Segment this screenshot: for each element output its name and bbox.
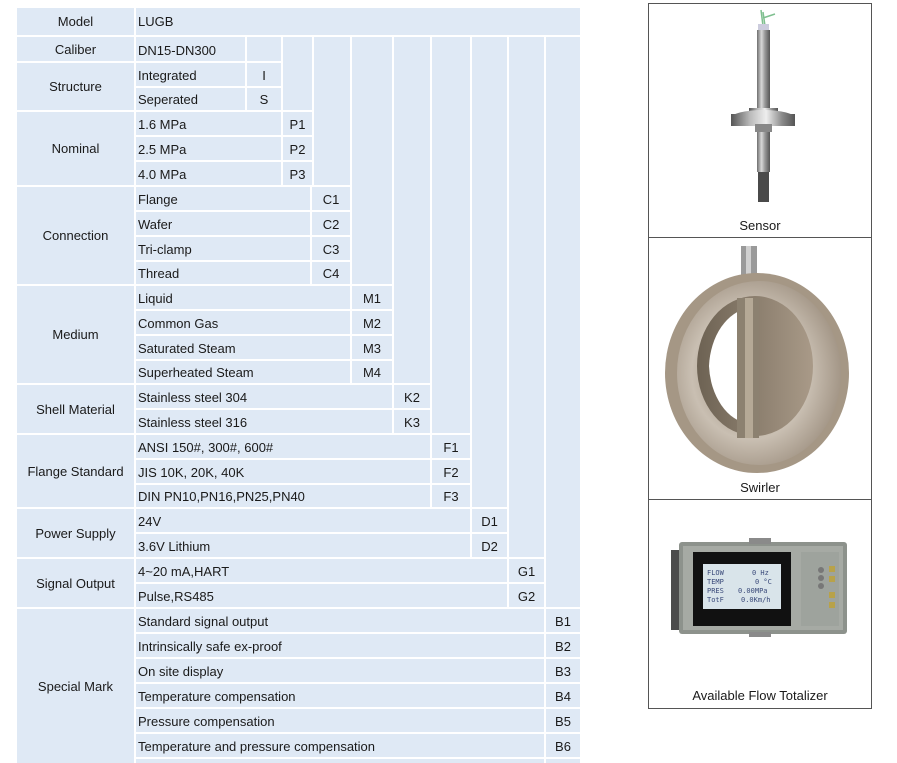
structure-code-1: S <box>247 88 281 110</box>
structure-desc-1: Seperated <box>136 88 245 110</box>
row-label-caliber: Caliber <box>17 37 134 61</box>
medium-code-0: M1 <box>352 286 392 309</box>
swirler-image-box <box>649 238 871 500</box>
row-label-connection: Connection <box>17 187 134 284</box>
b-column-blank <box>546 37 580 607</box>
medium-desc-3: Superheated Steam <box>136 361 350 383</box>
caliber-value: DN15-DN300 <box>136 37 245 61</box>
row-label-nominal: Nominal <box>17 112 134 185</box>
connection-desc-1: Wafer <box>136 212 310 235</box>
g-column-blank <box>509 37 544 557</box>
connection-code-0: C1 <box>312 187 350 210</box>
medium-desc-0: Liquid <box>136 286 350 309</box>
m-column-blank <box>352 37 392 284</box>
special-desc-3: Temperature compensation <box>136 684 544 707</box>
special-code-2: B3 <box>546 659 580 682</box>
caliber-code-blank <box>247 37 281 61</box>
row-label-flange-standard: Flange Standard <box>17 435 134 507</box>
row-label-special-mark: Special Mark <box>17 609 134 763</box>
signal-desc-1: Pulse,RS485 <box>136 584 507 607</box>
nominal-desc-0: 1.6 MPa <box>136 112 281 135</box>
flange-desc-2: DIN PN10,PN16,PN25,PN40 <box>136 485 430 507</box>
connection-code-1: C2 <box>312 212 350 235</box>
p-column-blank <box>283 37 312 110</box>
nominal-desc-2: 4.0 MPa <box>136 162 281 185</box>
svg-text:0.0Km/h: 0.0Km/h <box>741 596 771 604</box>
shell-desc-1: Stainless steel 316 <box>136 410 392 433</box>
connection-desc-3: Thread <box>136 262 310 284</box>
row-label-structure: Structure <box>17 63 134 110</box>
totalizer-caption: Available Flow Totalizer <box>692 688 828 703</box>
d-column-blank <box>472 37 507 507</box>
medium-code-3: M4 <box>352 361 392 383</box>
svg-text:0.00MPa: 0.00MPa <box>738 587 768 595</box>
special-desc-0: Standard signal output <box>136 609 544 632</box>
shell-code-0: K2 <box>394 385 430 408</box>
connection-desc-0: Flange <box>136 187 310 210</box>
connection-code-2: C3 <box>312 237 350 260</box>
structure-desc-0: Integrated <box>136 63 245 86</box>
power-code-0: D1 <box>472 509 507 532</box>
nominal-code-2: P3 <box>283 162 312 185</box>
special-code-1: B2 <box>546 634 580 657</box>
swirler-caption: Swirler <box>740 480 780 495</box>
power-code-1: D2 <box>472 534 507 557</box>
medium-desc-2: Saturated Steam <box>136 336 350 359</box>
power-desc-1: 3.6V Lithium <box>136 534 470 557</box>
special-desc-5: Temperature and pressure compensation <box>136 734 544 757</box>
flange-desc-1: JIS 10K, 20K, 40K <box>136 460 430 483</box>
svg-text:TEMP: TEMP <box>707 578 724 586</box>
signal-code-1: G2 <box>509 584 544 607</box>
row-label-shell-material: Shell Material <box>17 385 134 433</box>
product-images-panel <box>648 3 872 709</box>
row-label-medium: Medium <box>17 286 134 383</box>
flange-code-2: F3 <box>432 485 470 507</box>
sensor-image <box>649 4 871 214</box>
svg-text:PRES: PRES <box>707 587 724 595</box>
special-desc-1: Intrinsically safe ex-proof <box>136 634 544 657</box>
medium-code-1: M2 <box>352 311 392 334</box>
special-code-4: B5 <box>546 709 580 732</box>
nominal-code-0: P1 <box>283 112 312 135</box>
shell-desc-0: Stainless steel 304 <box>136 385 392 408</box>
special-row-partial <box>136 759 544 763</box>
special-desc-4: Pressure compensation <box>136 709 544 732</box>
swirler-image <box>649 238 871 478</box>
svg-text:TotF: TotF <box>707 596 724 604</box>
nominal-code-1: P2 <box>283 137 312 160</box>
flange-code-1: F2 <box>432 460 470 483</box>
svg-text:0 Hz: 0 Hz <box>752 569 769 577</box>
medium-desc-1: Common Gas <box>136 311 350 334</box>
svg-text:FLOW: FLOW <box>707 569 724 577</box>
flange-code-0: F1 <box>432 435 470 458</box>
k-column-blank <box>394 37 430 383</box>
connection-code-3: C4 <box>312 262 350 284</box>
sensor-image-box <box>649 4 871 238</box>
connection-desc-2: Tri-clamp <box>136 237 310 260</box>
medium-code-2: M3 <box>352 336 392 359</box>
svg-text:0 °C: 0 °C <box>755 578 772 586</box>
row-label-power-supply: Power Supply <box>17 509 134 557</box>
special-code-0: B1 <box>546 609 580 632</box>
model-value: LUGB <box>136 8 580 35</box>
special-desc-2: On site display <box>136 659 544 682</box>
row-label-signal-output: Signal Output <box>17 559 134 607</box>
flange-desc-0: ANSI 150#, 300#, 600# <box>136 435 430 458</box>
flow-totalizer-image <box>649 500 871 660</box>
f-column-blank <box>432 37 470 433</box>
c-column-blank <box>314 37 350 185</box>
shell-code-1: K3 <box>394 410 430 433</box>
nominal-desc-1: 2.5 MPa <box>136 137 281 160</box>
special-code-3: B4 <box>546 684 580 707</box>
totalizer-image-box <box>649 500 871 708</box>
special-code-partial <box>546 759 580 763</box>
special-code-5: B6 <box>546 734 580 757</box>
structure-code-0: I <box>247 63 281 86</box>
signal-desc-0: 4~20 mA,HART <box>136 559 507 582</box>
power-desc-0: 24V <box>136 509 470 532</box>
sensor-caption: Sensor <box>739 218 781 233</box>
row-label-model: Model <box>17 8 134 35</box>
signal-code-0: G1 <box>509 559 544 582</box>
